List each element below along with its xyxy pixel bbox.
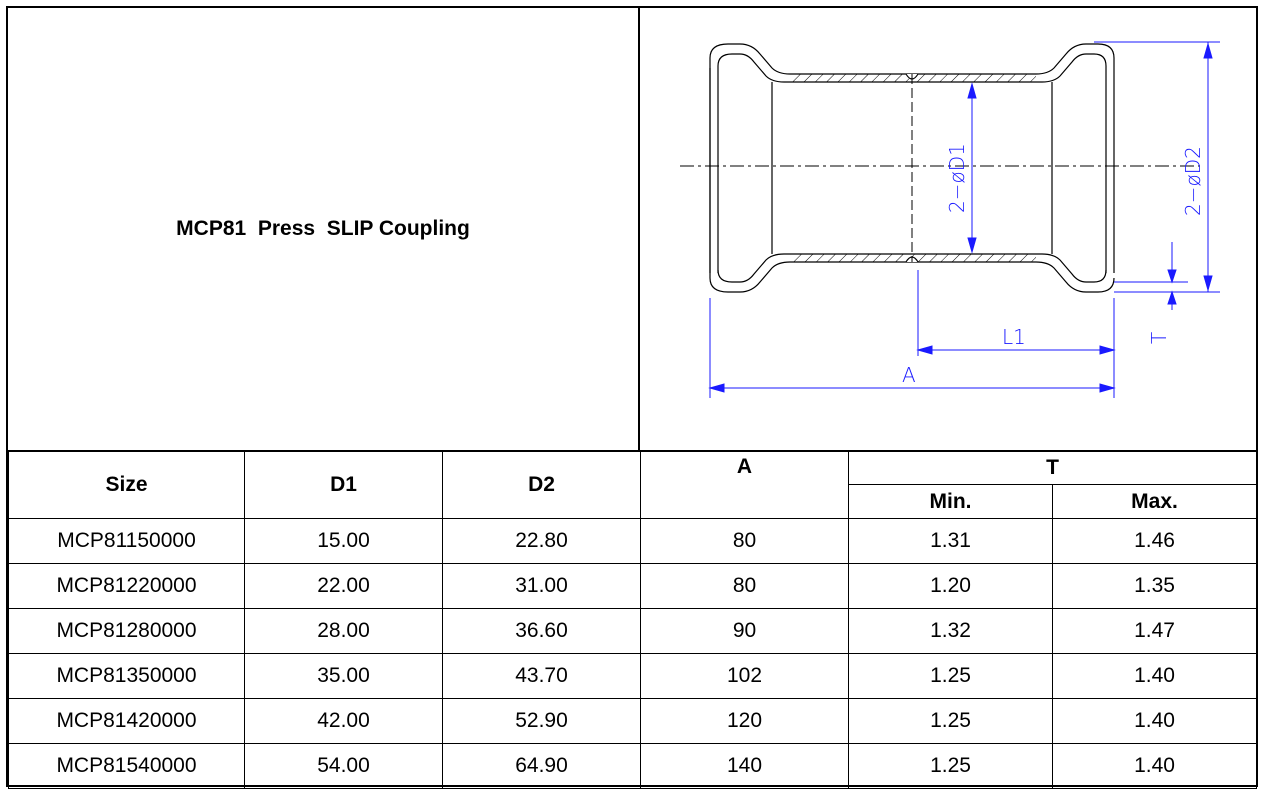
header-d1: D1 — [245, 451, 443, 519]
table-row — [9, 699, 1257, 744]
dimension-lines — [710, 42, 1220, 398]
dimensions-table — [8, 450, 1257, 789]
t-label: T — [1147, 331, 1171, 344]
cell-a: 140 — [641, 744, 849, 789]
coupling-drawing — [640, 8, 1256, 450]
table-row — [9, 564, 1257, 609]
cell-d2: 31.00 — [443, 564, 641, 609]
header-d2: D2 — [443, 451, 641, 519]
cell-d1: 35.00 — [245, 654, 443, 699]
cell-size: MCP81280000 — [9, 609, 245, 654]
cell-d1: 28.00 — [245, 609, 443, 654]
product-title: MCP81 Press SLIP Coupling — [176, 217, 470, 240]
table-row — [9, 609, 1257, 654]
d2-label: 2−øD2 — [1181, 146, 1205, 216]
cell-d1: 22.00 — [245, 564, 443, 609]
cell-d1: 15.00 — [245, 519, 443, 564]
technical-drawing-cell — [640, 8, 1256, 450]
cell-t-min: 1.31 — [849, 519, 1053, 564]
l1-label: L1 — [1002, 325, 1026, 349]
cell-t-min: 1.25 — [849, 744, 1053, 789]
cell-size: MCP81350000 — [9, 654, 245, 699]
cell-size: MCP81220000 — [9, 564, 245, 609]
cell-t-min: 1.20 — [849, 564, 1053, 609]
cell-a: 80 — [641, 519, 849, 564]
cell-t-min: 1.25 — [849, 699, 1053, 744]
cell-t-min: 1.32 — [849, 609, 1053, 654]
header-t: T — [849, 451, 1257, 485]
header-a: A — [641, 451, 849, 519]
cell-t-min: 1.25 — [849, 654, 1053, 699]
spec-sheet — [6, 6, 1258, 787]
cell-a: 80 — [641, 564, 849, 609]
cell-a: 102 — [641, 654, 849, 699]
header-size: Size — [9, 451, 245, 519]
cell-t-max: 1.35 — [1053, 564, 1257, 609]
title-cell — [8, 8, 640, 450]
table-row — [9, 744, 1257, 789]
cell-d2: 64.90 — [443, 744, 641, 789]
cell-t-max: 1.40 — [1053, 654, 1257, 699]
cell-d2: 36.60 — [443, 609, 641, 654]
header-section — [8, 8, 1256, 452]
cell-a: 120 — [641, 699, 849, 744]
cell-d1: 42.00 — [245, 699, 443, 744]
cell-size: MCP81150000 — [9, 519, 245, 564]
table-row — [9, 654, 1257, 699]
cell-size: MCP81420000 — [9, 699, 245, 744]
cell-d2: 52.90 — [443, 699, 641, 744]
cell-d2: 22.80 — [443, 519, 641, 564]
cell-size: MCP81540000 — [9, 744, 245, 789]
cell-t-max: 1.40 — [1053, 744, 1257, 789]
header-t-min: Min. — [849, 485, 1053, 519]
cell-t-max: 1.46 — [1053, 519, 1257, 564]
a-label: A — [902, 363, 916, 387]
cell-t-max: 1.47 — [1053, 609, 1257, 654]
cell-t-max: 1.40 — [1053, 699, 1257, 744]
d1-label: 2−øD1 — [945, 143, 969, 213]
cell-d1: 54.00 — [245, 744, 443, 789]
cell-a: 90 — [641, 609, 849, 654]
cell-d2: 43.70 — [443, 654, 641, 699]
table-row — [9, 519, 1257, 564]
header-t-max: Max. — [1053, 485, 1257, 519]
